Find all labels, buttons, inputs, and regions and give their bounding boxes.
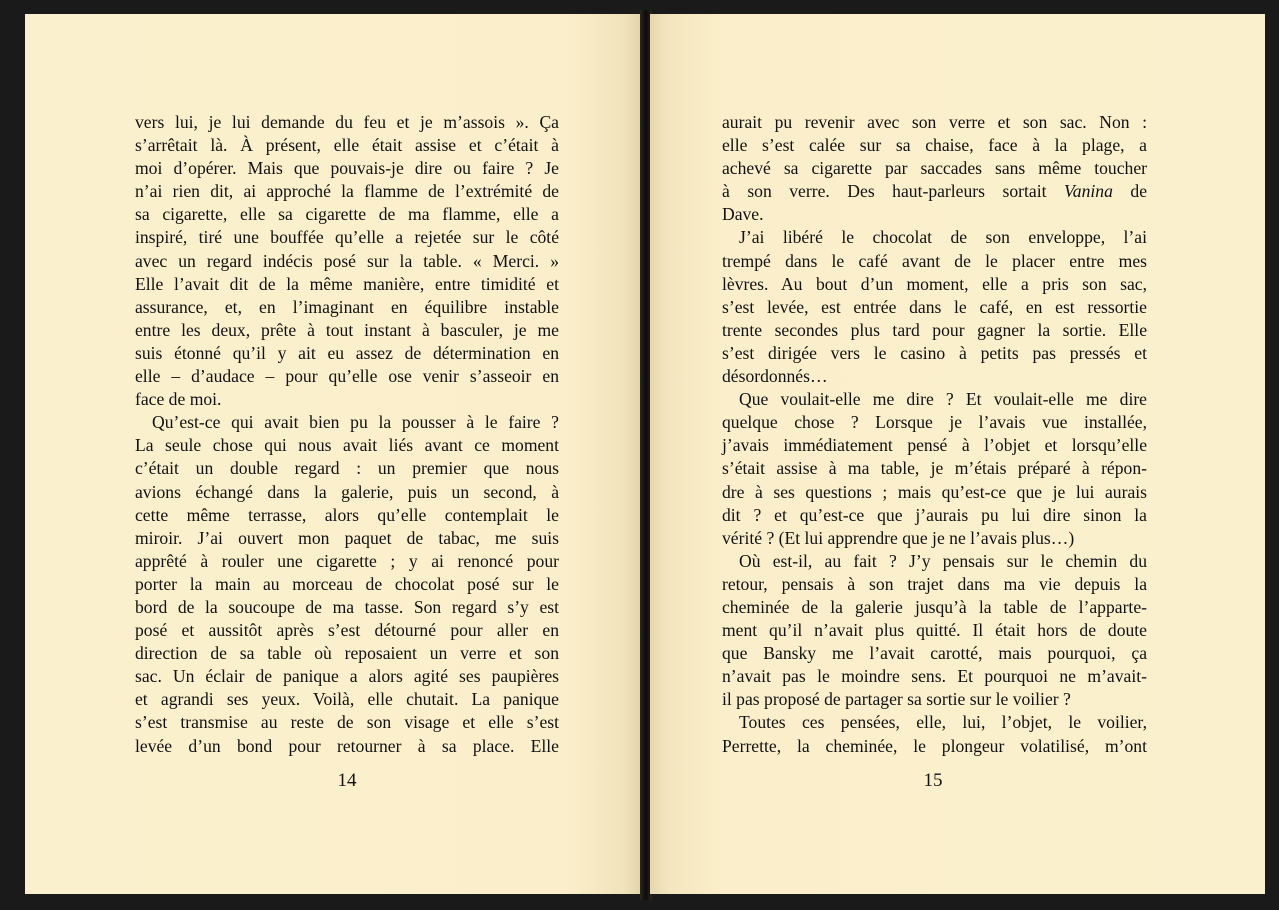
- text-line: Elle l’avait dit de la même manière, entre timidité et: [135, 273, 559, 294]
- text-line: s’était assise à ma table, je m’étais préparé à répon-: [722, 458, 1147, 479]
- text-line: inspiré, tiré une bouffée qu’elle a rejetée sur le côté: [135, 227, 559, 248]
- text-line: porter la main au morceau de chocolat posé sur le: [135, 573, 559, 594]
- text-line: que Bansky me l’avait carotté, mais pourquoi, ça: [722, 643, 1147, 664]
- text-line: Dave.: [722, 204, 764, 225]
- text-line: avec un regard indécis posé sur la table. « Merci. »: [135, 250, 559, 271]
- right-page: [650, 14, 1265, 894]
- text-line: avions échangé dans la galerie, puis un second, à: [135, 481, 559, 502]
- text-line: cette même terrasse, alors qu’elle contemplait le: [135, 504, 559, 525]
- text-line: désordonnés…: [722, 366, 828, 387]
- text-line: sac. Un éclair de panique a alors agité ses paupières: [135, 666, 559, 687]
- left-page-number: 14: [337, 770, 357, 791]
- text-line: Perrette, la cheminée, le plongeur volatilisé, m’ont: [722, 735, 1147, 756]
- song-title: Vanina: [1064, 181, 1113, 202]
- text-line: vers lui, je lui demande du feu et je m’assois ». Ça: [135, 112, 559, 132]
- text-line: trempé dans le café avant de le placer entre mes: [722, 250, 1147, 271]
- text-line: retour, pensais à son trajet dans ma vie depuis la: [722, 573, 1147, 594]
- text-line: face de moi.: [135, 389, 222, 410]
- text-line: J’ai libéré le chocolat de son enveloppe, l’ai: [739, 227, 1147, 248]
- text-line: aurait pu revenir avec son verre et son sac. Non :: [722, 112, 1147, 132]
- text-line: j’avais immédiatement pensé à l’objet et lorsqu’elle: [722, 435, 1147, 456]
- text-line: s’arrêtait là. À présent, elle était assise et c’était à: [135, 135, 559, 156]
- text-line: Toutes ces pensées, elle, lui, l’objet, le voilier,: [739, 712, 1147, 733]
- text-line: miroir. J’ai ouvert mon paquet de tabac, me suis: [135, 527, 559, 548]
- text-line: Où est-il, au fait ? J’y pensais sur le chemin du: [739, 550, 1147, 571]
- text-line: sa cigarette, elle sa cigarette de ma flamme, elle a: [135, 204, 559, 225]
- text-line: ment qu’il n’avait plus quitté. Il était hors de doute: [722, 620, 1147, 641]
- left-page-text: [135, 111, 559, 758]
- text-line: n’ai rien dit, ai approché la flamme de l’extrémité de: [135, 181, 559, 202]
- text-line: cheminée de la galerie jusqu’à la table de l’apparte-: [722, 596, 1147, 617]
- right-page-number: 15: [923, 770, 943, 791]
- text-line: levée d’un bond pour retourner à sa place. Elle: [135, 735, 559, 756]
- text-line: à son verre. Des haut-parleurs sortait Vanina de: [722, 181, 1147, 202]
- text-line: dre à ses questions ; mais qu’est-ce que je lui aurais: [722, 481, 1147, 502]
- text-line: posé et aussitôt après s’est détourné pour aller en: [135, 620, 559, 641]
- text-line: et agrandi ses yeux. Voilà, elle chutait. La panique: [135, 689, 559, 710]
- left-page: [25, 14, 642, 894]
- text-line: Qu’est-ce qui avait bien pu la pousser à le faire ?: [152, 412, 559, 433]
- text-line: s’est dirigée vers le casino à petits pas pressés et: [722, 342, 1147, 363]
- text-line: dit ? et qu’est-ce que j’aurais pu lui dire sinon la: [722, 504, 1147, 525]
- text-line: achevé sa cigarette par saccades sans même toucher: [722, 158, 1147, 179]
- text-line: moi d’opérer. Mais que pouvais-je dire ou faire ? Je: [135, 158, 559, 179]
- text-line: entre les deux, prête à tout instant à basculer, je me: [135, 319, 559, 340]
- text-line: bord de la soucoupe de ma tasse. Son regard s’y est: [135, 596, 559, 617]
- text-line: s’est levée, est entrée dans le café, en est ressortie: [722, 296, 1147, 317]
- text-line: elle – d’audace – pour qu’elle ose venir s’asseoir en: [135, 366, 559, 387]
- text-line: n’avait pas le moindre sens. Et pourquoi ne m’avait-: [722, 666, 1147, 687]
- text-line: Que voulait-elle me dire ? Et voulait-elle me dire: [739, 389, 1147, 410]
- right-page-text: [722, 111, 1147, 758]
- text-line: s’est transmise au reste de son visage et elle s’est: [135, 712, 559, 733]
- text-line: elle s’est calée sur sa chaise, face à la plage, a: [722, 135, 1147, 156]
- text-line: apprêté à rouler une cigarette ; y ai renoncé pour: [135, 550, 559, 571]
- text-line: il pas proposé de partager sa sortie sur le voilier ?: [722, 689, 1071, 710]
- text-line: La seule chose qui nous avait liés avant ce moment: [135, 435, 559, 456]
- text-line: assurance, et, en l’imaginant en équilibre instable: [135, 296, 559, 317]
- text-line: trente secondes plus tard pour gagner la sortie. Elle: [722, 319, 1147, 340]
- text-line: lèvres. Au bout d’un moment, elle a pris son sac,: [722, 273, 1147, 294]
- text-line: quelque chose ? Lorsque je l’avais vue installée,: [722, 412, 1147, 433]
- text-line: vérité ? (Et lui apprendre que je ne l’avais plus…): [722, 527, 1075, 548]
- text-line: direction de sa table où reposaient un verre et son: [135, 643, 559, 664]
- text-line: suis étonné qu’il y ait eu assez de détermination en: [135, 342, 559, 363]
- text-line: c’était un double regard : un premier que nous: [135, 458, 559, 479]
